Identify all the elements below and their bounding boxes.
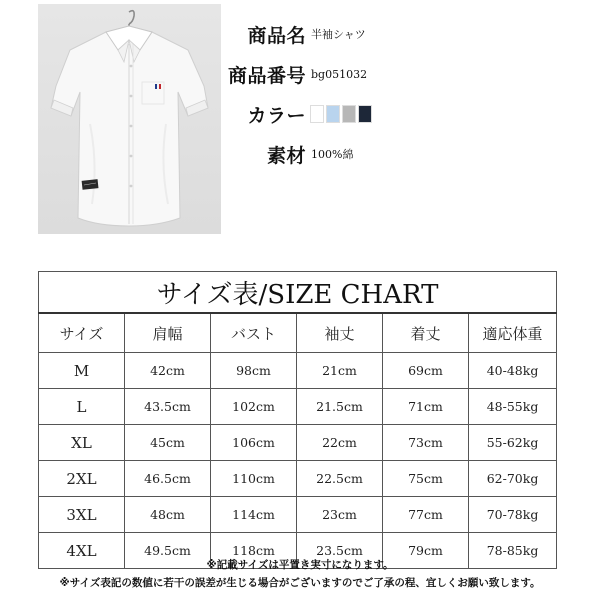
cell-sleeve: 21cm xyxy=(297,353,383,389)
product-name-label: 商品名 xyxy=(247,24,306,47)
cell-sleeve: 21.5cm xyxy=(297,389,383,425)
cell-weight: 78-85kg xyxy=(469,533,557,569)
cell-length: 69cm xyxy=(383,353,469,389)
header-length: 着丈 xyxy=(383,313,469,353)
cell-bust: 110cm xyxy=(211,461,297,497)
cell-shoulder: 48cm xyxy=(125,497,211,533)
note-measurement: ※記載サイズは平置き実寸になります。 xyxy=(206,559,394,571)
cell-weight: 48-55kg xyxy=(469,389,557,425)
cell-weight: 62-70kg xyxy=(469,461,557,497)
product-photo xyxy=(38,4,221,234)
header-bust: バスト xyxy=(211,313,297,353)
color-swatch-light-blue[interactable] xyxy=(326,105,340,123)
header-shoulder: 肩幅 xyxy=(125,313,211,353)
cell-size: 3XL xyxy=(39,497,125,533)
cell-size: XL xyxy=(39,425,125,461)
table-row xyxy=(39,461,557,497)
cell-bust: 98cm xyxy=(211,353,297,389)
cell-size: 2XL xyxy=(39,461,125,497)
cell-sleeve: 22.5cm xyxy=(297,461,383,497)
cell-length: 71cm xyxy=(383,389,469,425)
shirt-icon xyxy=(51,26,208,226)
table-row xyxy=(39,497,557,533)
cell-shoulder: 49.5cm xyxy=(125,533,211,569)
color-swatch-navy[interactable] xyxy=(358,105,372,123)
product-code-label: 商品番号 xyxy=(227,64,306,87)
color-swatches xyxy=(310,105,372,123)
header-weight: 適応体重 xyxy=(469,313,557,353)
cell-size: 4XL xyxy=(39,533,125,569)
shirt-illustration xyxy=(38,4,221,234)
cell-bust: 118cm xyxy=(211,533,297,569)
material-value: 100%綿 xyxy=(311,148,354,161)
cell-shoulder: 45cm xyxy=(125,425,211,461)
cell-sleeve: 23cm xyxy=(297,497,383,533)
product-name-value: 半袖シャツ xyxy=(311,28,366,41)
color-swatch-white[interactable] xyxy=(310,105,324,123)
cell-length: 75cm xyxy=(383,461,469,497)
cell-size: M xyxy=(39,353,125,389)
color-label: カラー xyxy=(247,104,306,127)
cell-bust: 106cm xyxy=(211,425,297,461)
spec-row-name xyxy=(224,16,366,52)
size-chart-table xyxy=(38,271,557,569)
table-row xyxy=(39,389,557,425)
spec-row-color xyxy=(224,96,372,132)
header-size: サイズ xyxy=(39,313,125,353)
cell-shoulder: 42cm xyxy=(125,353,211,389)
cell-weight: 55-62kg xyxy=(469,425,557,461)
cell-weight: 40-48kg xyxy=(469,353,557,389)
cell-length: 77cm xyxy=(383,497,469,533)
cell-shoulder: 43.5cm xyxy=(125,389,211,425)
cell-size: L xyxy=(39,389,125,425)
cell-length: 73cm xyxy=(383,425,469,461)
size-chart-title: サイズ表/SIZE CHART xyxy=(39,272,557,314)
cell-sleeve: 22cm xyxy=(297,425,383,461)
material-label: 素材 xyxy=(266,144,306,167)
cell-bust: 102cm xyxy=(211,389,297,425)
table-row xyxy=(39,425,557,461)
cell-weight: 70-78kg xyxy=(469,497,557,533)
cell-shoulder: 46.5cm xyxy=(125,461,211,497)
color-swatch-gray[interactable] xyxy=(342,105,356,123)
note-tolerance: ※サイズ表記の数値に若干の誤差が生じる場合がございますのでご了承の程、宜しくお願い致します。 xyxy=(59,577,541,589)
cell-bust: 114cm xyxy=(211,497,297,533)
hem-tag-icon xyxy=(82,179,99,190)
table-row xyxy=(39,353,557,389)
spec-row-material xyxy=(224,136,353,172)
spec-row-code xyxy=(224,56,367,92)
header-sleeve: 袖丈 xyxy=(297,313,383,353)
product-code-value: bg051032 xyxy=(311,67,368,81)
cell-sleeve: 23.5cm xyxy=(297,533,383,569)
cell-length: 79cm xyxy=(383,533,469,569)
size-chart-header-row xyxy=(39,313,557,353)
